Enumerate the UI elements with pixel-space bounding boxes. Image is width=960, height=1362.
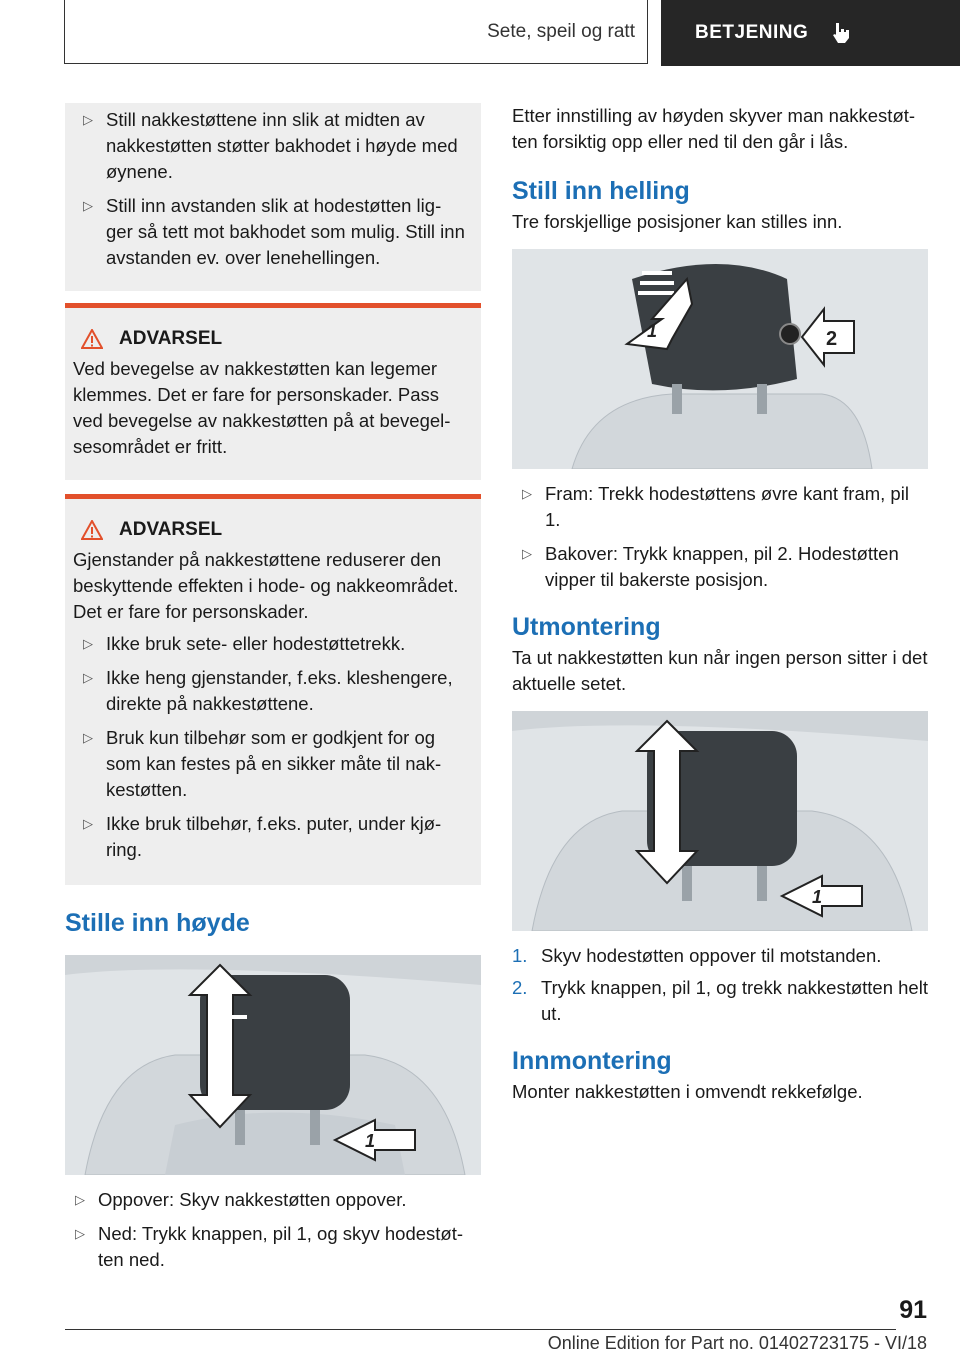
warning-title: ADVARSEL	[119, 328, 223, 349]
arrow-label: 2	[826, 328, 838, 350]
bullet-text: Still nakkestøttene inn slik at midten av nakkestøtten støtter bakhodet i høyde med øynene.	[106, 109, 458, 182]
bullet-text: Ikke heng gjenstander, f.eks. kleshengere, direkte på nakkestøttene.	[106, 667, 453, 714]
headrest-removal-photo	[512, 711, 928, 931]
bullet-triangle-icon: ▷	[522, 546, 532, 561]
bullet-text: Bruk kun tilbehør som er godkjent for og som kan festes på en sikker måte til nak‐ kestøtten.	[106, 727, 442, 800]
bullet-triangle-icon: ▷	[83, 198, 93, 213]
intro-box	[65, 103, 481, 291]
list-item	[512, 943, 928, 969]
bullet-text: Bakover: Trykk knappen, pil 2. Hodestøtten vipper til bakerste posisjon.	[545, 543, 899, 590]
paragraph: Monter nakkestøtten i omvendt rekkefølge.	[512, 1081, 863, 1102]
step-number: 1.	[512, 945, 528, 966]
hand-pointer-icon	[830, 21, 852, 45]
warning-title: ADVARSEL	[119, 519, 223, 540]
bullet-text: Oppover: Skyv nakkestøtten oppover.	[98, 1189, 407, 1210]
page-number: 91	[899, 1296, 927, 1324]
bullet-triangle-icon: ▷	[83, 816, 93, 831]
intro-bullet-list	[73, 107, 473, 271]
warning-text: Gjenstander på nakkestøttene reduserer den beskyttende effekten i hode- og nakkeområdet. Det er fare for personskader.	[73, 549, 459, 622]
bullet-text: Ikke bruk sete- eller hodestøttetrekk.	[106, 633, 406, 654]
bullet-triangle-icon: ▷	[522, 486, 532, 501]
list-item	[73, 725, 473, 803]
list-item	[73, 811, 473, 863]
section-heading: Stille inn høyde	[65, 909, 250, 937]
list-item	[73, 193, 473, 271]
bullet-triangle-icon: ▷	[75, 1192, 85, 1207]
list-item	[65, 1187, 481, 1213]
list-item	[73, 665, 473, 717]
bullet-text: Ned: Trykk knappen, pil 1, og skyv hodestøt‐ ten ned.	[98, 1223, 464, 1270]
bullet-triangle-icon: ▷	[83, 670, 93, 685]
warning-box	[65, 303, 481, 480]
section-heading: Utmontering	[512, 613, 661, 641]
section-heading: Still inn helling	[512, 177, 690, 205]
edition-note: Online Edition for Part no. 01402723175 - VI/18	[547, 1333, 927, 1353]
warning-triangle-icon	[81, 520, 103, 540]
headrest-tilt-photo	[512, 249, 928, 469]
left-column	[65, 103, 481, 1281]
bullet-triangle-icon: ▷	[83, 730, 93, 745]
warning-bullet-list	[73, 631, 473, 863]
list-item	[73, 107, 473, 185]
footer-divider	[65, 1329, 896, 1330]
section-title: Sete, speil og ratt	[64, 0, 648, 64]
step-number: 2.	[512, 977, 528, 998]
bullet-text: Still inn avstanden slik at hodestøtten lig‐ ger så tett mot bakhodet som mulig. Still inn avstanden ev. over lenehellingen.	[106, 195, 465, 268]
chapter-tab	[661, 0, 960, 66]
page-header	[64, 0, 960, 66]
warning-text: Ved bevegelse av nakkestøtten kan legemer klemmes. Det er fare for personskader. Pass ved bevegelse av nakkestøtten på at bevegel‐ sesområdet er fritt.	[73, 358, 451, 457]
arrow-label: 1	[812, 887, 823, 907]
paragraph: Tre forskjellige posisjoner kan stilles inn.	[512, 211, 843, 232]
step-text: Skyv hodestøtten oppover til motstanden.	[541, 945, 882, 966]
section-heading: Innmontering	[512, 1047, 672, 1075]
paragraph: Etter innstilling av høyden skyver man nakkestøt‐ ten forsiktig opp eller ned til den går i lås.	[512, 105, 916, 152]
list-item	[65, 1221, 481, 1273]
warning-box	[65, 494, 481, 885]
arrow-label: 1	[647, 321, 658, 341]
list-item	[512, 541, 928, 593]
right-column	[512, 103, 928, 1105]
chapter-title: BETJENING	[695, 22, 809, 43]
arrow-label: 1	[365, 1131, 376, 1151]
height-bullet-list	[65, 1187, 481, 1273]
headrest-height-photo	[65, 955, 481, 1175]
list-item	[512, 481, 928, 533]
bullet-triangle-icon: ▷	[83, 112, 93, 127]
bullet-triangle-icon: ▷	[75, 1226, 85, 1241]
paragraph: Ta ut nakkestøtten kun når ingen person sitter i det aktuelle setet.	[512, 647, 928, 694]
bullet-text: Ikke bruk tilbehør, f.eks. puter, under kjø‐ ring.	[106, 813, 442, 860]
list-item	[73, 631, 473, 657]
tilt-bullet-list	[512, 481, 928, 593]
step-text: Trykk knappen, pil 1, og trekk nakkestøtten helt ut.	[541, 977, 928, 1024]
warning-triangle-icon	[81, 329, 103, 349]
removal-step-list	[512, 943, 928, 1027]
bullet-triangle-icon: ▷	[83, 636, 93, 651]
list-item	[512, 975, 928, 1027]
bullet-text: Fram: Trekk hodestøttens øvre kant fram, pil 1.	[545, 483, 909, 530]
